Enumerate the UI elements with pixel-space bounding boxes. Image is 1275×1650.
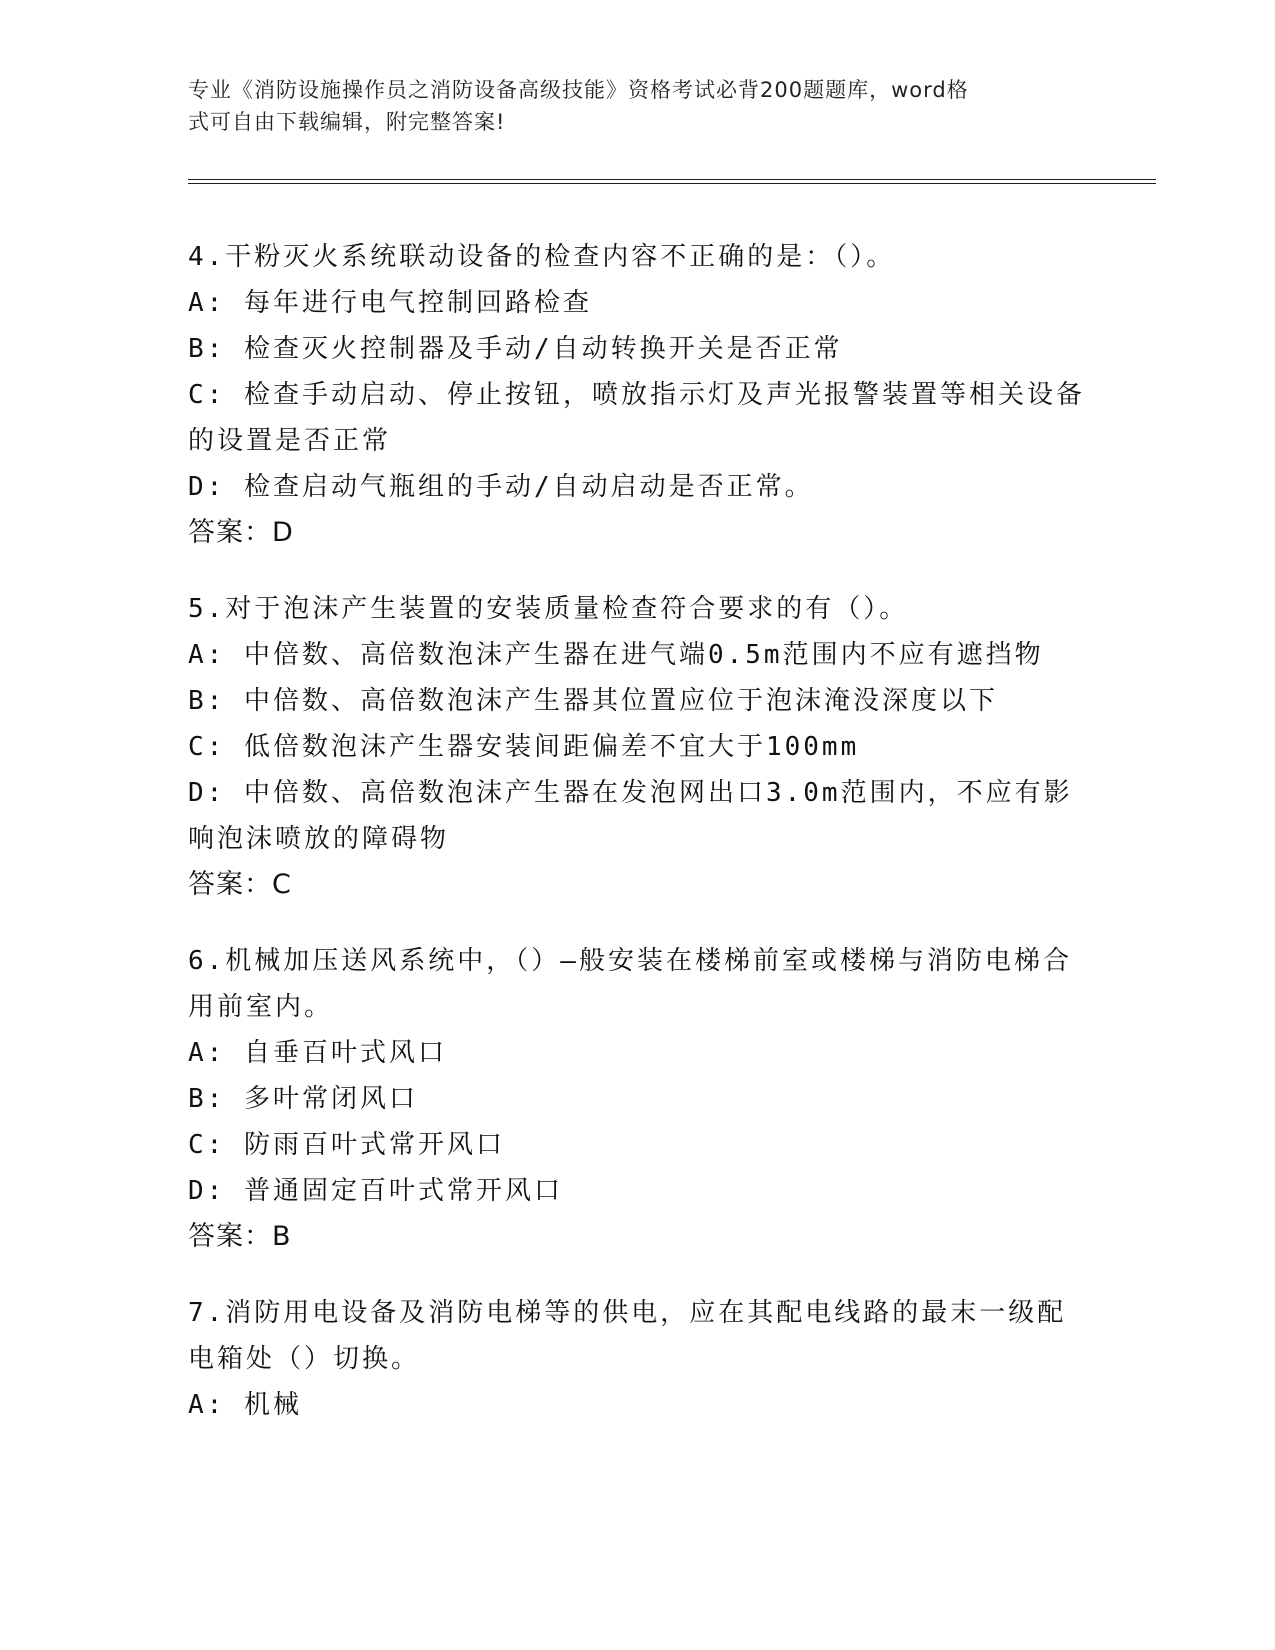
question-text: 6.机械加压送风系统中，（）—般安装在楼梯前室或楼梯与消防电梯合用前室内。	[188, 946, 1072, 1022]
option-a: A: 中倍数、高倍数泡沫产生器在进气端0.5m范围内不应有遮挡物	[188, 640, 1044, 670]
header-line-2: 式可自由下载编辑，附完整答案!	[188, 110, 506, 134]
option-c: C: 防雨百叶式常开风口	[188, 1130, 505, 1160]
option-a: A: 每年进行电气控制回路检查	[188, 288, 592, 318]
header-line-1: 专业《消防设施操作员之消防设备高级技能》资格考试必背200题题库，word格	[188, 78, 969, 102]
answer: 答案：D	[188, 517, 294, 548]
question-list	[188, 234, 1088, 1458]
option-d: D: 普通固定百叶式常开风口	[188, 1176, 563, 1206]
header-divider-bottom	[188, 183, 1156, 184]
option-a: A: 机械	[188, 1390, 302, 1420]
question-5	[188, 586, 1088, 908]
option-c: C: 检查手动启动、停止按钮，喷放指示灯及声光报警装置等相关设备的设置是否正常	[188, 380, 1085, 456]
option-d: D: 中倍数、高倍数泡沫产生器在发泡网出口3.0m范围内，不应有影响泡沫喷放的障碍物	[188, 778, 1073, 854]
question-text: 7.消防用电设备及消防电梯等的供电，应在其配电线路的最末一级配电箱处（）切换。	[188, 1298, 1067, 1374]
option-d: D: 检查启动气瓶组的手动/自动启动是否正常。	[188, 472, 814, 502]
option-a: A: 自垂百叶式风口	[188, 1038, 447, 1068]
option-b: B: 检查灭火控制器及手动/自动转换开关是否正常	[188, 334, 843, 364]
option-b: B: 中倍数、高倍数泡沫产生器其位置应位于泡沫淹没深度以下	[188, 686, 998, 716]
document-header	[188, 74, 1068, 138]
question-text: 4.干粉灭火系统联动设备的检查内容不正确的是：（）。	[188, 242, 896, 272]
question-4	[188, 234, 1088, 556]
question-7	[188, 1290, 1088, 1428]
question-6	[188, 938, 1088, 1260]
question-text: 5.对于泡沫产生装置的安装质量检查符合要求的有（）。	[188, 594, 909, 624]
answer: 答案：B	[188, 1221, 292, 1252]
answer: 答案：C	[188, 869, 292, 900]
header-divider-top	[188, 179, 1156, 180]
option-b: B: 多叶常闭风口	[188, 1084, 418, 1114]
option-c: C: 低倍数泡沫产生器安装间距偏差不宜大于100mm	[188, 732, 860, 762]
